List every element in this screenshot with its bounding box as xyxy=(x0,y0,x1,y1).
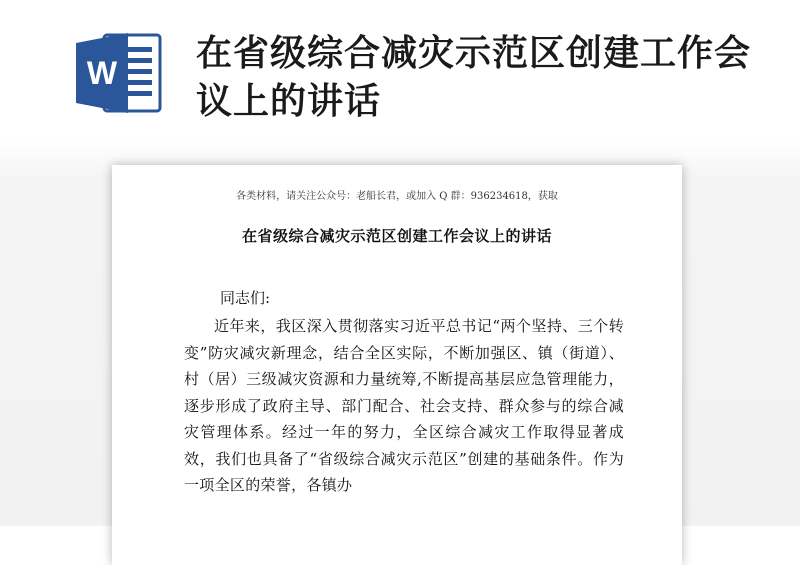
word-document-icon xyxy=(74,31,164,115)
document-page xyxy=(112,165,682,565)
document-title: 在省级综合减灾示范区创建工作会议上的讲话 xyxy=(241,227,552,245)
word-icon-letter: W xyxy=(86,55,118,91)
document-salutation: 同志们: xyxy=(220,289,271,307)
banner-title: 在省级综合减灾示范区创建工作会议上的讲话 xyxy=(196,33,752,122)
document-notice: 各类材料，请关注公众号：老船长君，或加入 Q 群：936234618，获取 xyxy=(236,191,558,202)
header-banner xyxy=(0,0,800,150)
document-paragraph: 近年来，我区深入贯彻落实习近平总书记“两个坚持、三个转变”防灾减灾新理念，结合全区实际，不断加强区、镇（街道）、村（居）三级减灾资源和力量统筹,不断提高基层应急管理能力，逐步形成了政府主导、部门配合、社会支持、群众参与的综合减灾管理体系。经过一年的努力，全区综合减灾工作取得显著成效，我们也具备了“省级综合减灾示范区”创建的基础条件。作为一项全区的荣誉，各镇办 xyxy=(184,317,624,494)
